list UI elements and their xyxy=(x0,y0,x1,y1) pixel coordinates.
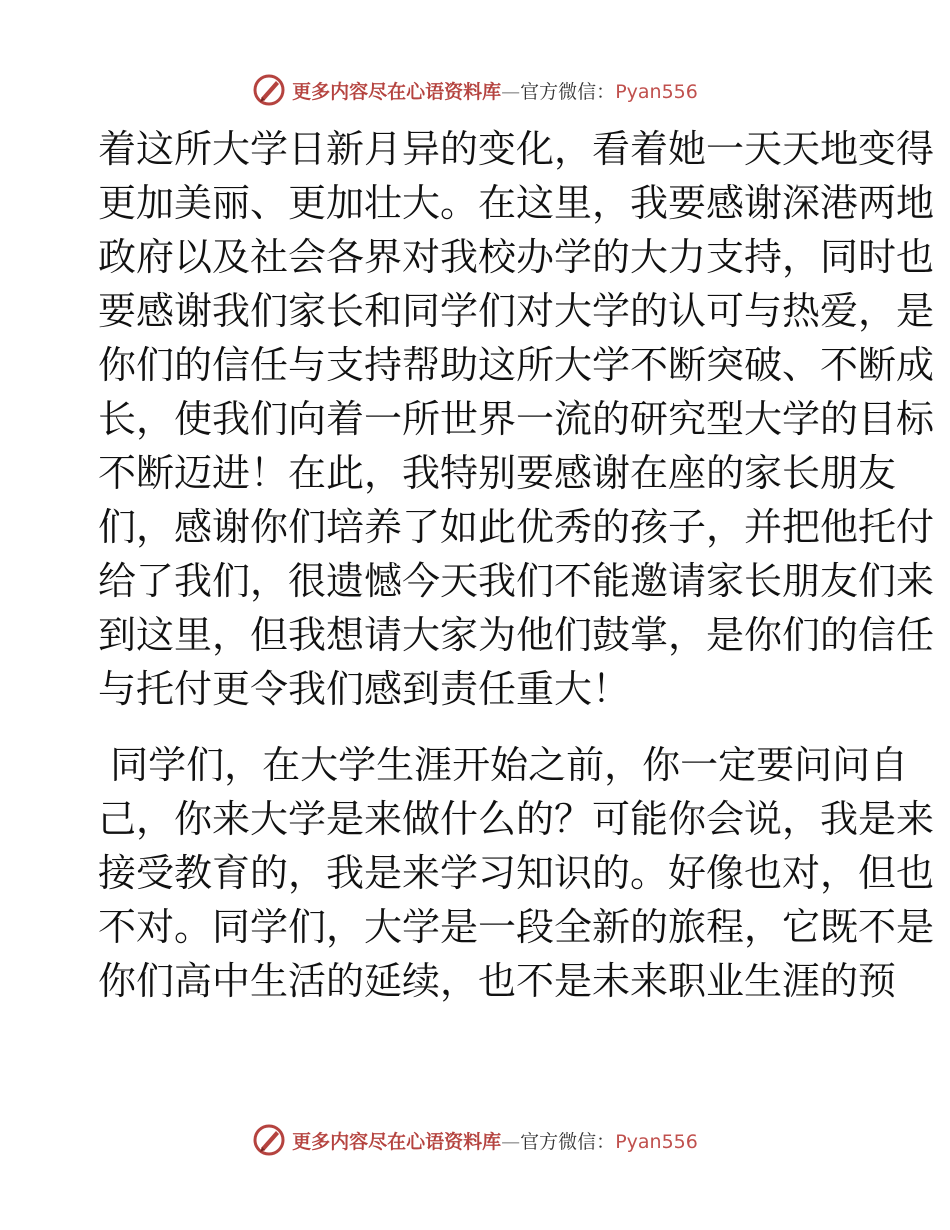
text-line: 们，感谢你们培养了如此优秀的孩子，并把他托付 xyxy=(98,505,935,549)
pen-in-circle-logo-icon xyxy=(252,1123,286,1157)
text-line: 不对。同学们，大学是一段全新的旅程，它既不是 xyxy=(98,905,935,949)
footer-wechat-id: Pyan556 xyxy=(615,1130,698,1153)
footer-text xyxy=(292,1127,698,1154)
footer-banner xyxy=(0,1120,950,1160)
text-line: 政府以及社会各界对我校办学的大力支持，同时也 xyxy=(98,235,935,279)
text-line: 接受教育的，我是来学习知识的。好像也对，但也 xyxy=(98,851,935,895)
text-line: 要感谢我们家长和同学们对大学的认可与热爱，是 xyxy=(98,289,935,333)
text-line: 长，使我们向着一所世界一流的研究型大学的目标 xyxy=(98,397,935,441)
footer-brand: 更多内容尽在心语资料库 xyxy=(292,1130,502,1153)
text-line: 到这里，但我想请大家为他们鼓掌，是你们的信任 xyxy=(98,613,935,657)
text-line: 与托付更令我们感到责任重大！ xyxy=(98,667,631,711)
text-line: 着这所大学日新月异的变化，看着她一天天地变得 xyxy=(98,127,935,171)
paragraph-gap xyxy=(98,716,858,738)
footer-official-label: 官方微信： xyxy=(520,1130,616,1153)
text-line: 你们高中生活的延续，也不是未来职业生涯的预 xyxy=(98,959,897,1003)
text-line: 己，你来大学是来做什么的？可能你会说，我是来 xyxy=(98,797,935,841)
header-wechat-id: Pyan556 xyxy=(615,80,698,103)
document-body xyxy=(98,122,935,1008)
paragraph-1 xyxy=(98,122,935,716)
header-banner xyxy=(0,70,950,110)
pen-in-circle-logo-icon xyxy=(252,73,286,107)
header-text xyxy=(292,77,698,104)
text-line: 你们的信任与支持帮助这所大学不断突破、不断成 xyxy=(98,343,935,387)
header-brand: 更多内容尽在心语资料库 xyxy=(292,80,502,103)
header-dash: — xyxy=(501,80,521,103)
header-official-label: 官方微信： xyxy=(520,80,616,103)
paragraph-2 xyxy=(98,738,935,1008)
text-line: 同学们，在大学生涯开始之前，你一定要问问自 xyxy=(98,743,909,787)
text-line: 不断迈进！在此，我特别要感谢在座的家长朋友 xyxy=(98,451,897,495)
text-line: 更加美丽、更加壮大。在这里，我要感谢深港两地 xyxy=(98,181,935,225)
footer-dash: — xyxy=(501,1130,521,1153)
text-line: 给了我们，很遗憾今天我们不能邀请家长朋友们来 xyxy=(98,559,935,603)
